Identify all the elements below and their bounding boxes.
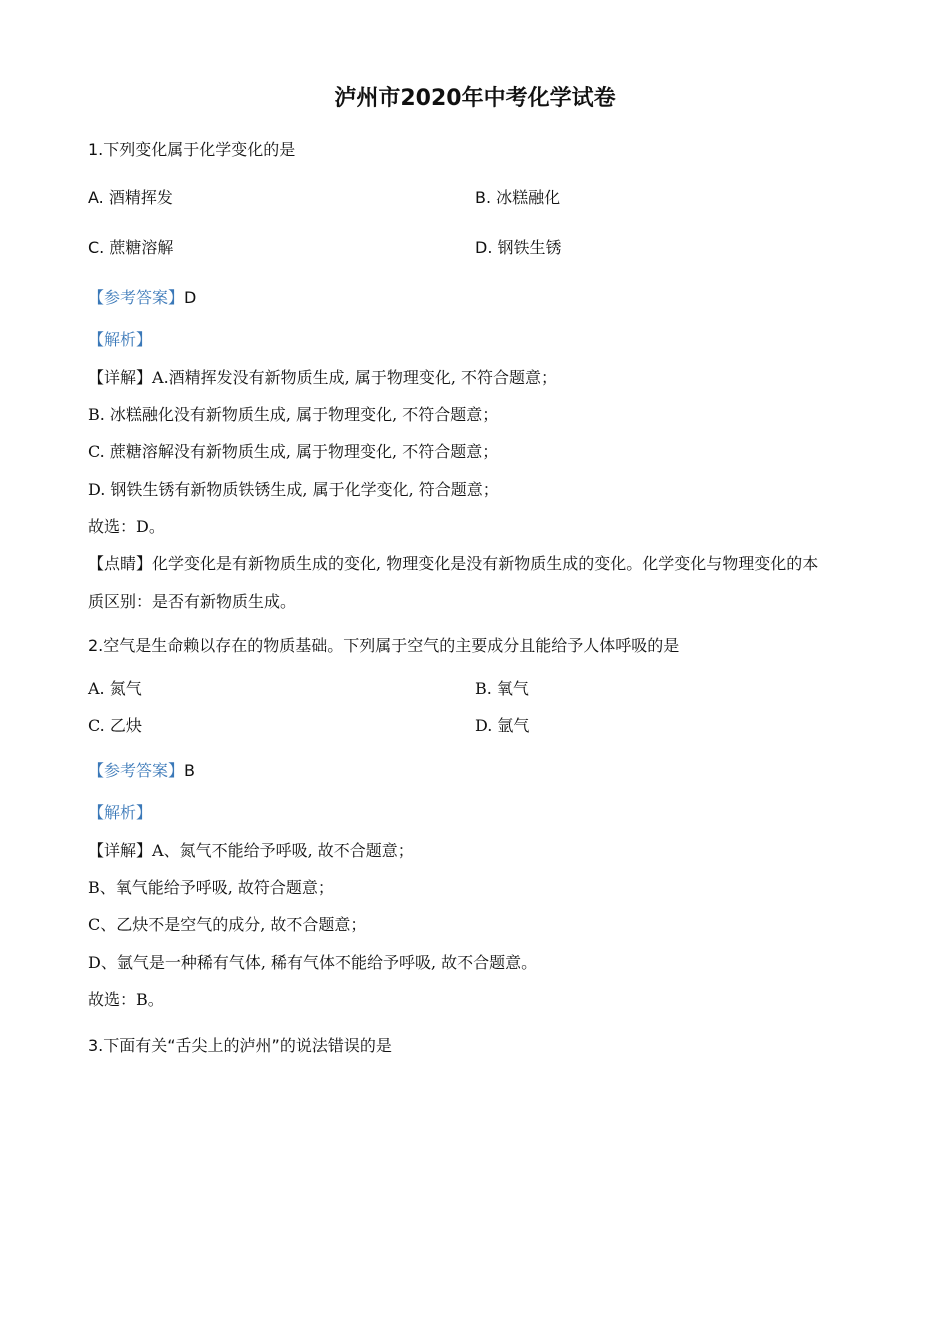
q2-analysis-label: 【解析】: [88, 803, 153, 822]
q1-option-b: B. 冰糕融化: [475, 188, 561, 207]
q1-answer-row: [88, 288, 196, 308]
q2-detail-line-1: [88, 841, 414, 861]
q1-tip-text-1: 化学变化是有新物质生成的变化, 物理变化是没有新物质生成的变化。化学变化与物理变化的本: [152, 554, 819, 573]
q2-detail-line-2: B、氧气能给予呼吸, 故符合题意；: [88, 878, 334, 897]
q1-option-d: D. 钢铁生锈: [475, 238, 562, 257]
q1-detail-tag: 【详解】: [88, 368, 153, 387]
q1-conclusion: 故选：D。: [88, 517, 165, 536]
q2-detail-text-1: A、氮气不能给予呼吸, 故不合题意；: [152, 841, 414, 860]
q1-answer-label: 【参考答案】: [88, 288, 185, 307]
q2-conclusion: 故选：B。: [88, 990, 164, 1009]
q2-option-d: D. 氩气: [475, 716, 530, 735]
q2-detail-line-4: D、氩气是一种稀有气体, 稀有气体不能给予呼吸, 故不合题意。: [88, 953, 538, 972]
q2-answer: B: [184, 761, 195, 780]
q1-detail-text-1: A.酒精挥发没有新物质生成, 属于物理变化, 不符合题意；: [152, 368, 558, 387]
q2-detail-line-3: C、乙炔不是空气的成分, 故不合题意；: [88, 915, 367, 934]
q1-tip-line-1: [88, 554, 818, 574]
q2-answer-row: [88, 761, 195, 781]
q2-stem: 2.空气是生命赖以存在的物质基础。下列属于空气的主要成分且能给予人体呼吸的是: [88, 636, 680, 655]
q1-tip-tag: 【点睛】: [88, 554, 153, 573]
page-title: 泸州市2020年中考化学试卷: [334, 86, 616, 111]
q1-tip-line-2: 质区别：是否有新物质生成。: [88, 592, 297, 611]
q1-option-a: A. 酒精挥发: [88, 188, 173, 207]
q1-option-c: C. 蔗糖溶解: [88, 238, 174, 257]
q1-detail-line-4: D. 钢铁生锈有新物质铁锈生成, 属于化学变化, 符合题意；: [88, 480, 499, 499]
q1-stem: 1.下列变化属于化学变化的是: [88, 140, 296, 159]
q2-option-c: C. 乙炔: [88, 716, 142, 735]
q1-answer: D: [184, 288, 197, 307]
q3-stem: 3.下面有关“舌尖上的泸州”的说法错误的是: [88, 1036, 392, 1055]
q2-detail-tag: 【详解】: [88, 841, 153, 860]
q1-analysis-label: 【解析】: [88, 330, 153, 349]
q1-detail-line-2: B. 冰糕融化没有新物质生成, 属于物理变化, 不符合题意；: [88, 405, 499, 424]
q2-option-b: B. 氧气: [475, 679, 529, 698]
q2-answer-label: 【参考答案】: [88, 761, 185, 780]
q2-option-a: A. 氮气: [88, 679, 142, 698]
q1-detail-line-1: [88, 368, 557, 388]
q1-detail-line-3: C. 蔗糖溶解没有新物质生成, 属于物理变化, 不符合题意；: [88, 442, 499, 461]
